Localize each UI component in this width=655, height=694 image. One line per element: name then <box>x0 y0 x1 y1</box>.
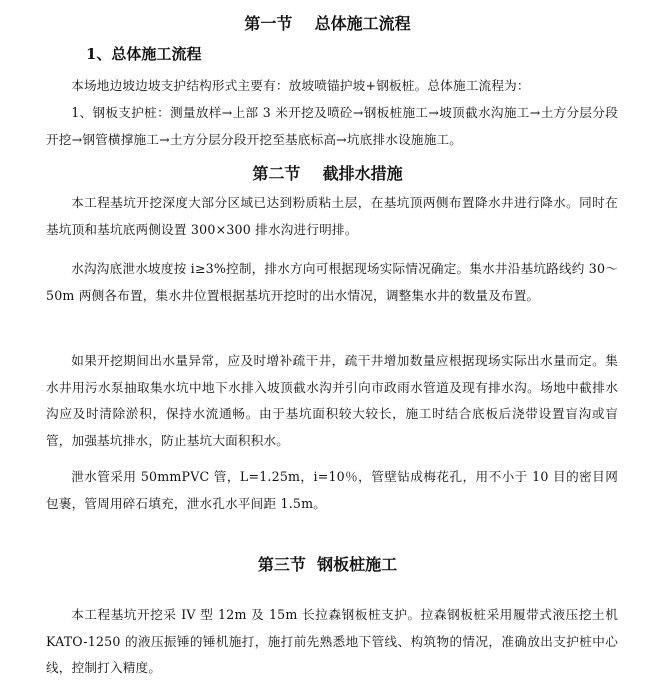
section-2-paragraph-2: 水沟沟底泄水坡度按 i≥3%控制，排水方向可根据现场实际情况确定。集水井沿基坑路线约 30～50m 两侧各布置，集水井位置根据基坑开挖时的出水情况，调整集水井的数量及布置。 <box>46 261 618 303</box>
section-2-title: 第二节 截排水措施 <box>252 164 403 183</box>
section-1-title: 第一节 总体施工流程 <box>244 14 411 33</box>
section-3-title: 第三节 钢板桩施工 <box>257 555 398 574</box>
section-3-paragraph-1: 本工程基坑开挖采 IV 型 12m 及 15m 长拉森钢板桩支护。拉森钢板桩采用履带式液压挖土机 KATO-1250 的液压振锤的锤机施打，施打前先熟悉地下管线、构筑物的情况，准确放出支护桩中心线，控制打入精度。 <box>46 607 618 675</box>
section-2-paragraph-4: 泄水管采用 50mmPVC 管，L=1.25m，i=10％，管壁钻成梅花孔，用不小于 10 目的密目网包裹，管周用碎石填充，泄水孔水平间距 1.5m。 <box>46 469 618 511</box>
section-1-subtitle: 1、总体施工流程 <box>86 45 202 63</box>
section-2-paragraph-1: 本工程基坑开挖深度大部分区域已达到粉质粘土层，在基坑顶两侧布置降水井进行降水。同时在基坑顶和基坑底两侧设置 300×300 排水沟进行明排。 <box>46 195 618 237</box>
section-1-paragraph-2: 1、钢板支护桩：测量放样→上部 3 米开挖及喷砼→钢板桩施工→坡顶截水沟施工→土方分层分段开挖→钢管横撑施工→土方分层分段开挖至基底标高→坑底排水设施施工。 <box>46 105 618 147</box>
section-1-paragraph-1: 本场地边坡边坡支护结构形式主要有：放坡喷锚护坡+钢板桩。总体施工流程为： <box>71 78 530 93</box>
section-2-paragraph-3: 如果开挖期间出水量异常，应及时增补疏干井，疏干井增加数量应根据现场实际出水量而定。集水井用污水泵抽取集水坑中地下水排入坡顶截水沟并引向市政雨水管道及现有排水沟。场地中截排水沟应及时清除淤积，保持水流通畅。由于基坑面积较大较长，施工时结合底板后浇带设置盲沟或盲管，加强基坑排水，防止基坑大面积积水。 <box>46 353 618 448</box>
